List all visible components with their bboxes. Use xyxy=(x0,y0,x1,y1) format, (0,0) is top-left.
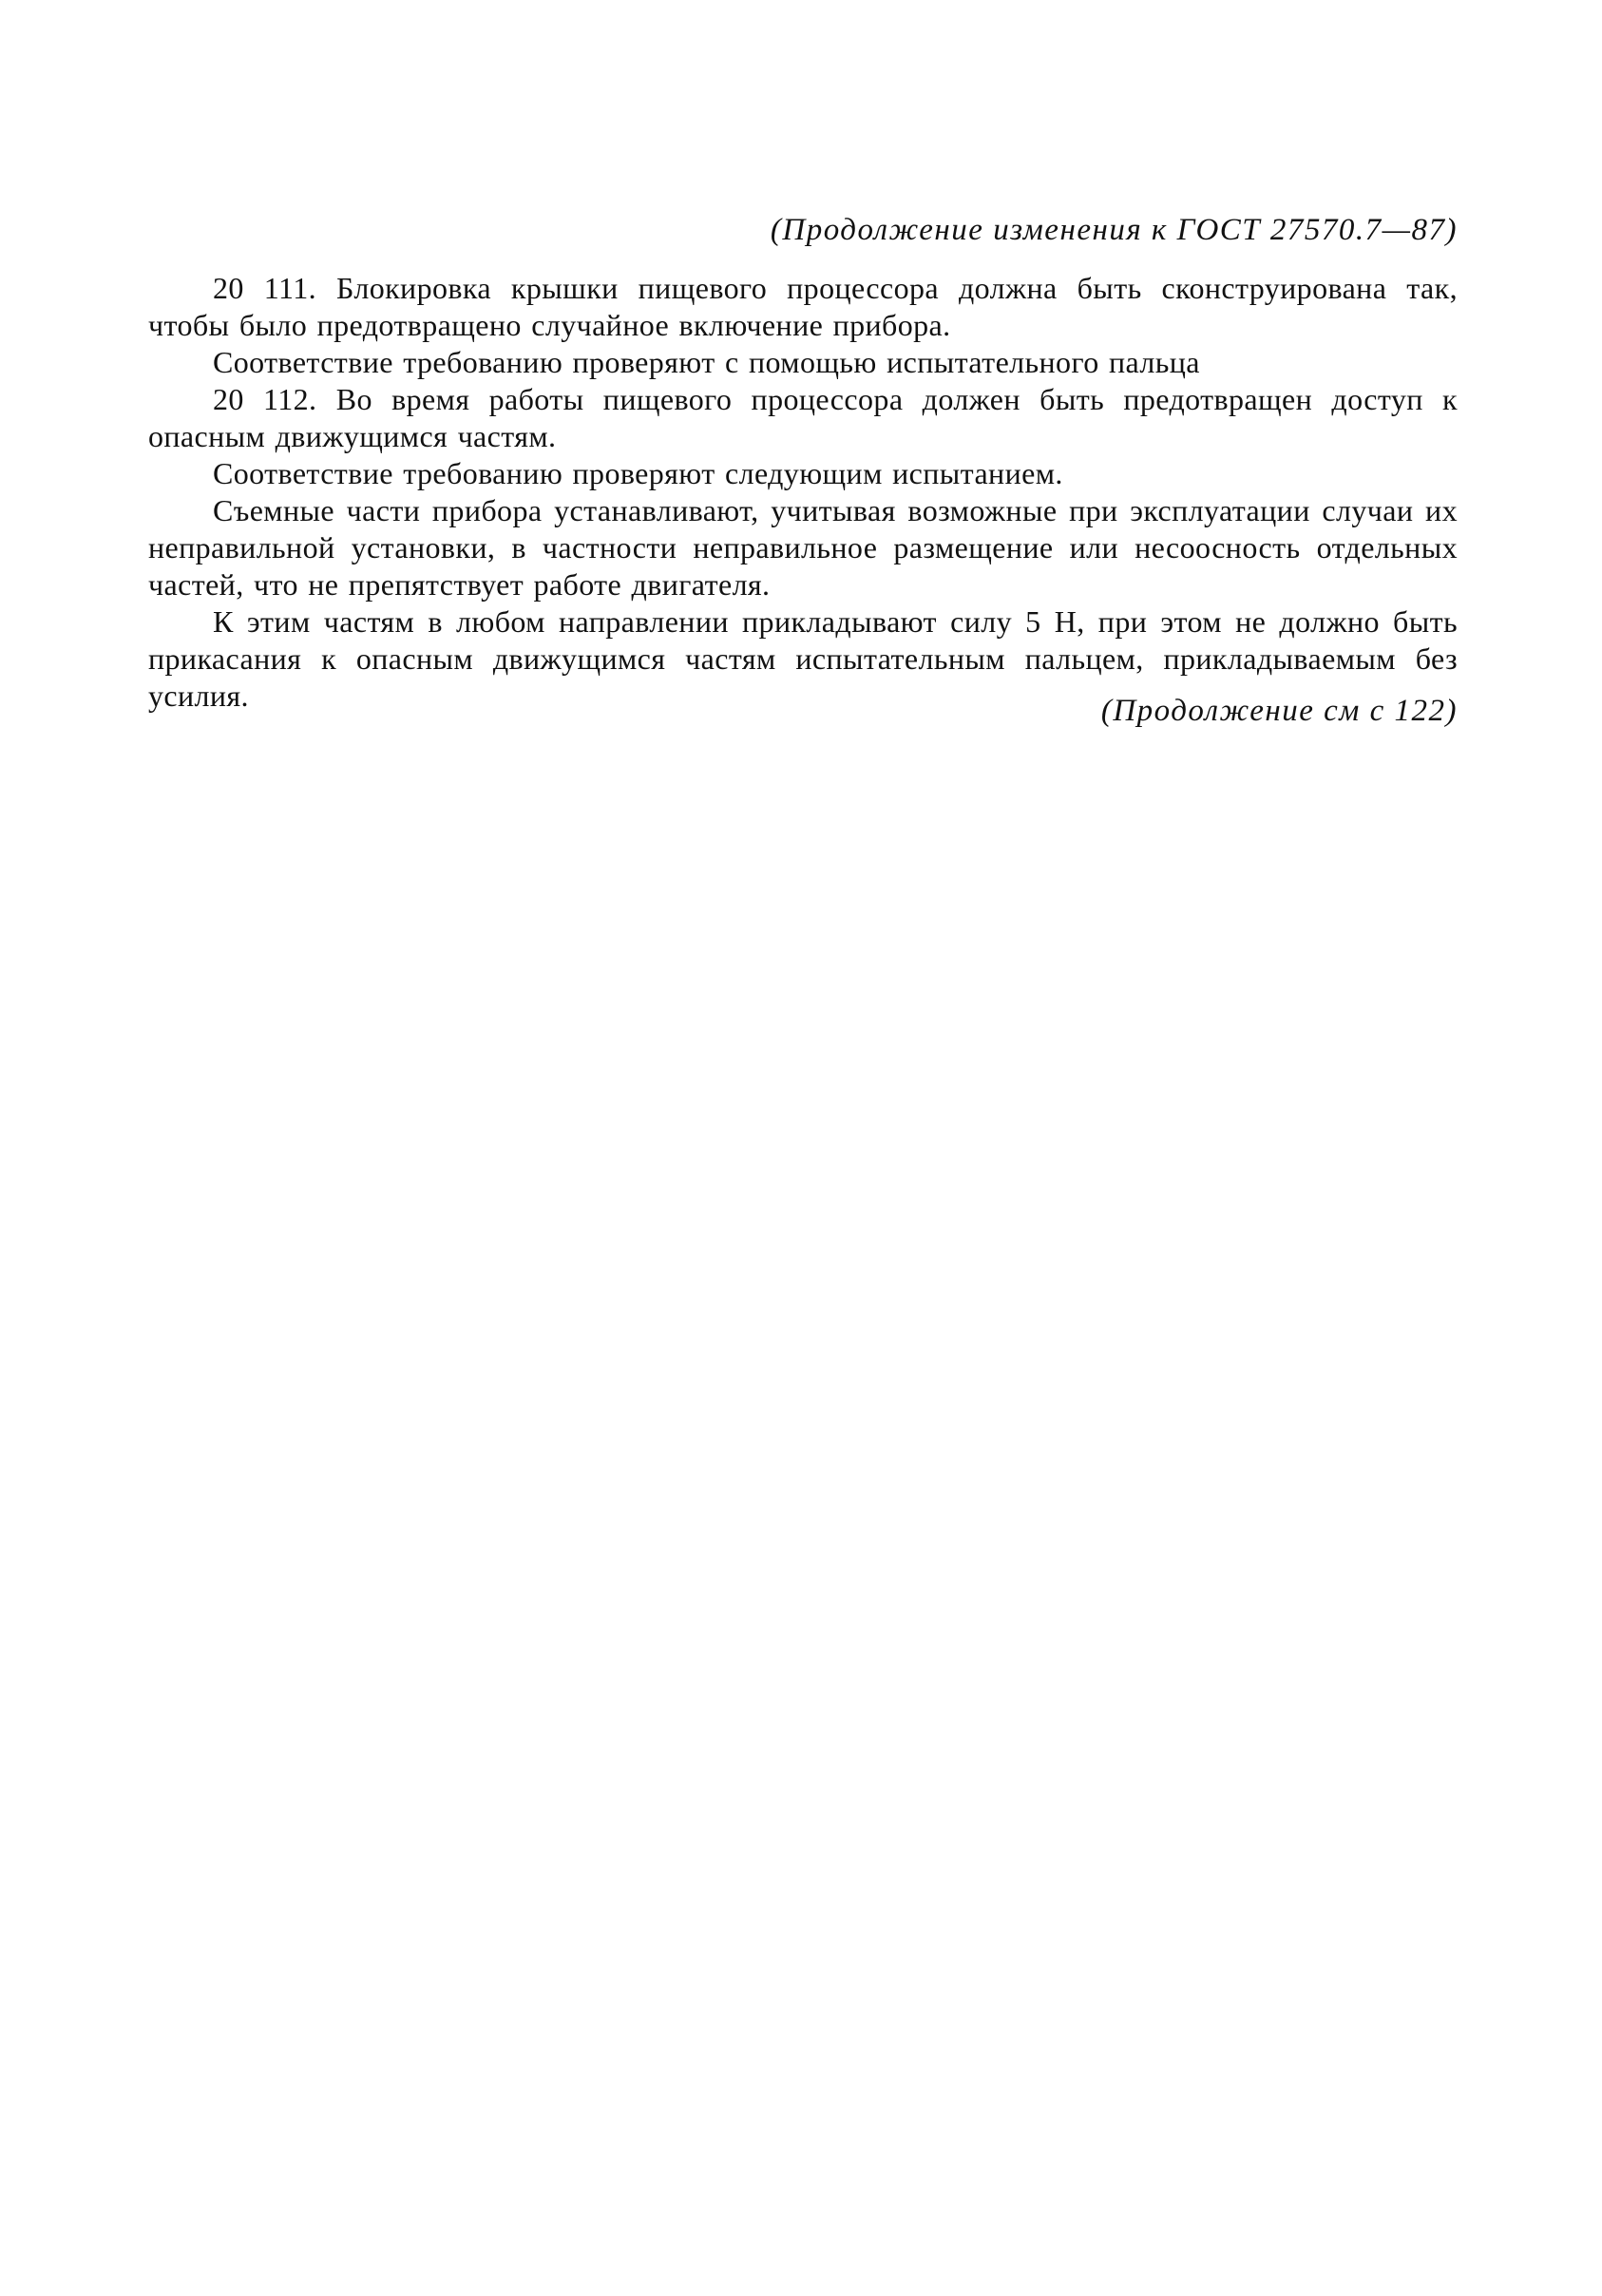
continuation-header: (Продолжение изменения к ГОСТ 27570.7—87) xyxy=(770,213,1458,247)
paragraph-compliance-finger: Соответствие требованию проверяют с помощью испытательного пальца xyxy=(213,345,1200,379)
continuation-footer: (Продолжение см с 122) xyxy=(1100,694,1458,728)
paragraph-20-112: 20 112. Во время работы пищевого процессора должен быть предотвращен доступ к опасным движущимся частям. xyxy=(148,382,1458,453)
document-body xyxy=(148,270,1458,715)
paragraph-20-111: 20 111. Блокировка крышки пищевого процессора должна быть сконструирована так, чтобы было предотвращено случайное включение прибора. xyxy=(148,271,1458,342)
paragraph-removable-parts: Съемные части прибора устанавливают, учитывая возможные при эксплуатации случаи их неправильной установки, в частности неправильное размещение или несоосность отдельных частей, что не препятствует работе двигателя. xyxy=(148,493,1458,602)
paragraph-force-application: К этим частям в любом направлении прикладывают силу 5 Н, при этом не должно быть прикасания к опасным движущимся частям испытательным пальцем, прикладываемым без усилия. xyxy=(148,604,1458,713)
paragraph-compliance-test: Соответствие требованию проверяют следующим испытанием. xyxy=(213,456,1063,490)
